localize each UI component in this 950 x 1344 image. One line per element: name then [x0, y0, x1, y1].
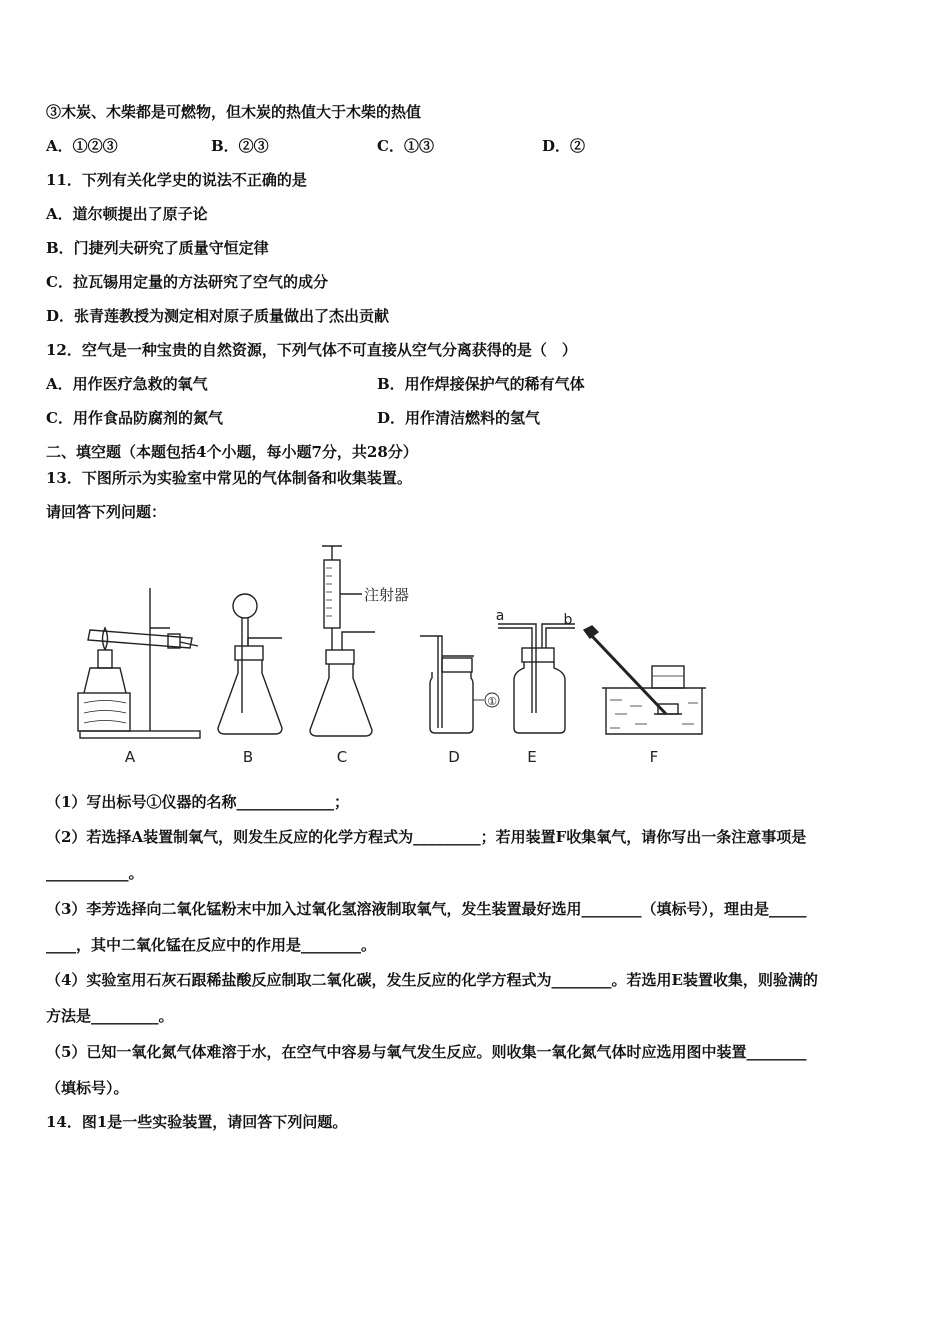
figure-label-f: F — [649, 748, 659, 766]
q13-part-2-line-1: （2）若选择A装置制氧气，则发生反应的化学方程式为_________；若用装置F收集氧气，请你写出一条注意事项是 — [46, 828, 807, 846]
port-a: a — [495, 608, 505, 624]
q13-part-2-line-2: ___________。 — [46, 864, 144, 882]
apparatus-figure — [70, 538, 720, 773]
q13-part-3-line-1: （3）李芳选择向二氧化锰粉末中加入过氧化氢溶液制取氧气，发生装置最好选用________（填标号），理由是_____ — [46, 900, 807, 918]
figure-label-d: D — [448, 748, 460, 766]
q12-stem: 12．空气是一种宝贵的自然资源，下列气体不可直接从空气分离获得的是（ ） — [46, 341, 577, 359]
q10-option-c: C．①③ — [377, 137, 434, 155]
q13-part-5-line-1: （5）已知一氧化氮气体难溶于水，在空气中容易与氧气发生反应。则收集一氧化氮气体时应选用图中装置________ — [46, 1043, 807, 1061]
q13-prompt: 请回答下列问题： — [46, 503, 167, 521]
port-b: b — [563, 612, 573, 628]
syringe-label: 注射器 — [364, 586, 410, 604]
q11-option-c: C．拉瓦锡用定量的方法研究了空气的成分 — [46, 273, 328, 291]
q14-stem: 14．图1是一些实验装置，请回答下列问题。 — [46, 1113, 348, 1131]
q11-option-a: A．道尔顿提出了原子论 — [46, 205, 208, 223]
q11-option-b: B．门捷列夫研究了质量守恒定律 — [46, 239, 269, 257]
apparatus-d — [420, 636, 499, 733]
q13-part-3-line-2: ____，其中二氧化锰在反应中的作用是________。 — [46, 936, 377, 954]
q13-part-4-line-1: （4）实验室用石灰石跟稀盐酸反应制取二氧化碳，发生反应的化学方程式为________。若选用E装置收集，则验满的 — [46, 971, 818, 989]
q12-option-c: C．用作食品防腐剂的氮气 — [46, 409, 223, 427]
q11-option-d: D．张青莲教授为测定相对原子质量做出了杰出贡献 — [46, 307, 390, 325]
q12-option-a: A．用作医疗急救的氧气 — [46, 375, 208, 393]
section-2-title: 二、填空题（本题包括4个小题，每小题7分，共28分） — [46, 443, 418, 461]
q13-stem: 13．下图所示为实验室中常见的气体制备和收集装置。 — [46, 469, 412, 487]
q12-option-d: D．用作清洁燃料的氢气 — [377, 409, 541, 427]
q13-part-4-line-2: 方法是_________。 — [46, 1007, 174, 1025]
apparatus-a — [78, 588, 200, 738]
marker-1: ① — [487, 695, 497, 708]
q10-option-b: B．②③ — [211, 137, 269, 155]
figure-label-e: E — [527, 748, 537, 766]
q13-part-5-line-2: （填标号）。 — [46, 1079, 129, 1097]
apparatus-b — [218, 594, 282, 734]
apparatus-c — [310, 546, 375, 736]
q13-part-1: （1）写出标号①仪器的名称_____________； — [46, 793, 349, 811]
q12-option-b: B．用作焊接保护气的稀有气体 — [377, 375, 585, 393]
apparatus-f — [584, 626, 706, 734]
figure-label-b: B — [242, 748, 254, 766]
q10-option-a: A．①②③ — [46, 137, 118, 155]
apparatus-e — [498, 624, 575, 733]
figure-label-c: C — [336, 748, 348, 766]
q10-option-d: D．② — [542, 137, 586, 155]
q10-statement-3: ③木炭、木柴都是可燃物，但木炭的热值大于木柴的热值 — [46, 103, 422, 121]
q11-stem: 11．下列有关化学史的说法不正确的是 — [46, 171, 307, 189]
figure-label-a: A — [124, 748, 136, 766]
